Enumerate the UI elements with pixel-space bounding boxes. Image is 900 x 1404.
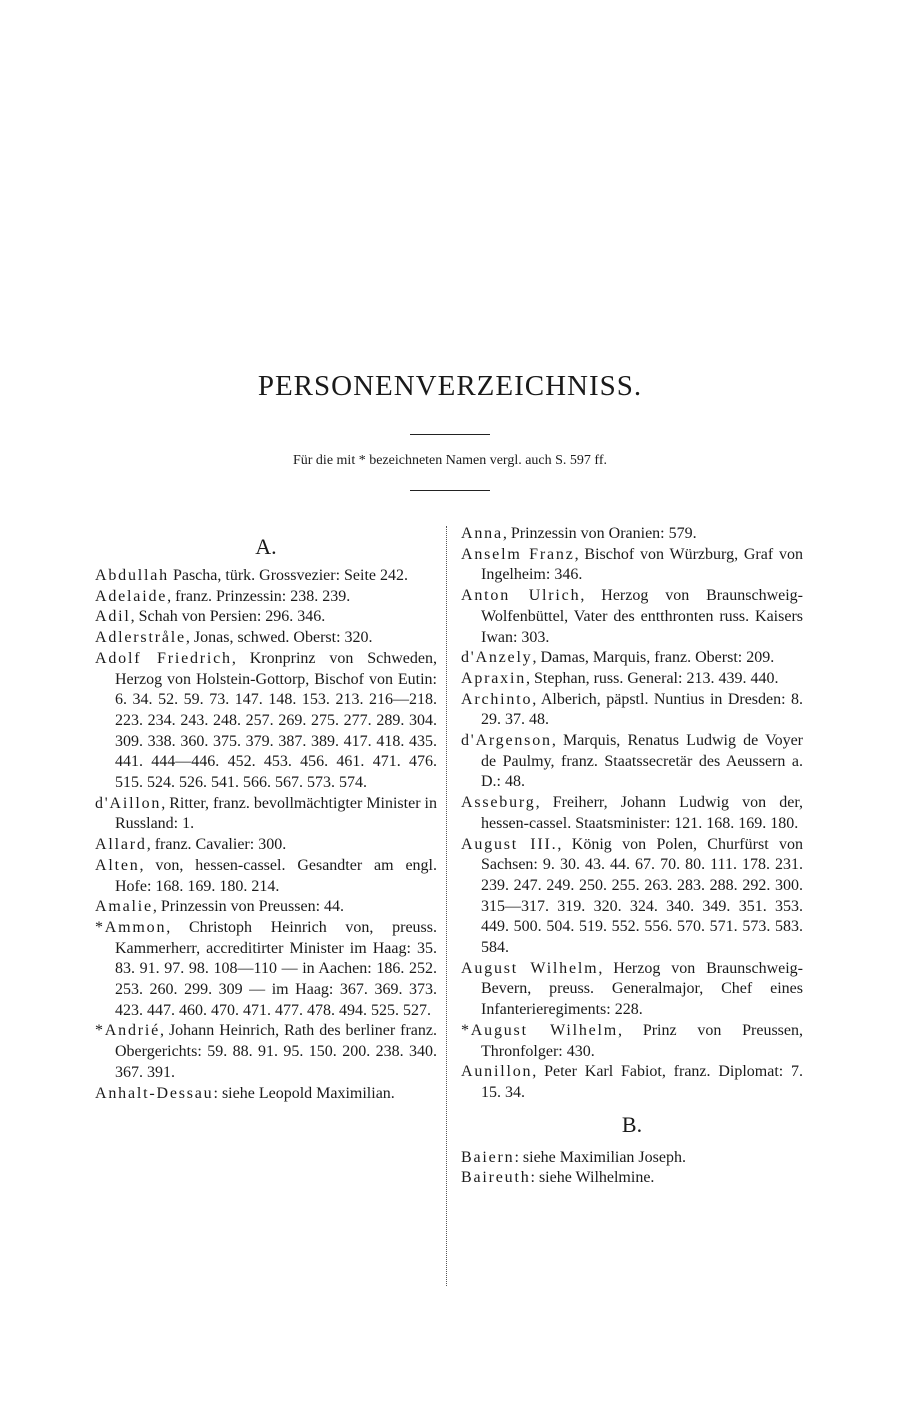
index-entry bbox=[461, 1148, 803, 1169]
entry-text: , Schah von Persien: 296. 346. bbox=[130, 608, 326, 626]
left-column bbox=[95, 530, 437, 1104]
index-entry bbox=[95, 566, 437, 587]
index-entry bbox=[95, 1021, 437, 1083]
column-divider bbox=[446, 526, 447, 1286]
entry-text: , Freiherr, Johann Ludwig von der, hessen-cassel. Staatsminister: 121. 168. 169. 180. bbox=[481, 794, 803, 832]
index-entry bbox=[95, 856, 437, 897]
entry-name: Anselm Franz bbox=[461, 545, 575, 563]
entry-text: , Prinzessin von Oranien: 579. bbox=[502, 525, 697, 542]
index-entry bbox=[461, 524, 803, 545]
index-entry bbox=[461, 1062, 803, 1103]
entry-text: : siehe Wilhelmine. bbox=[530, 1169, 655, 1187]
entry-name: Alten bbox=[95, 856, 140, 874]
entry-text: , Kronprinz von Schweden, Herzog von Holstein-Gottorp, Bischof von Eutin: 6. 34. 52. 59. 73. 147. 148. 153. 213. 216—218. 223. 234. 243. 248. 257. 269. 275. 277. 289. 304. 309. 338. 360. 375. 379. 387. 389. 417. 418. 435. 441. 444—446. 452. 453. 456. 461. 471. 476. 515. 524. 526. 541. 566. 567. 573. 574. bbox=[115, 649, 437, 792]
entry-name: Allard bbox=[95, 836, 147, 854]
entry-text: Pascha, türk. Grossvezier: Seite 242. bbox=[168, 567, 409, 584]
entry-name: Amalie bbox=[95, 898, 153, 916]
entry-name: Adil bbox=[95, 608, 131, 626]
index-entry bbox=[461, 545, 803, 586]
entry-text: , Herzog von Braunschweig-Bevern, preuss. Generalmajor, Chef eines Infanterieregiments: 228. bbox=[481, 959, 803, 1019]
section-letter-b: B. bbox=[621, 1111, 643, 1137]
title-rule-top bbox=[410, 434, 490, 435]
right-entry-list-b bbox=[461, 1148, 803, 1189]
index-entry bbox=[461, 835, 803, 959]
entry-text: , Stephan, russ. General: 213. 439. 440. bbox=[526, 669, 779, 687]
index-entry bbox=[95, 794, 437, 835]
entry-name: Baiern bbox=[461, 1148, 515, 1166]
entry-name: Baireuth bbox=[461, 1169, 531, 1187]
index-entry bbox=[95, 607, 437, 628]
index-entry bbox=[95, 1084, 437, 1105]
entry-name: Anton Ulrich bbox=[461, 587, 581, 605]
right-column bbox=[461, 524, 803, 1189]
entry-text: , Prinz von Preussen, Thronfolger: 430. bbox=[481, 1021, 803, 1060]
entry-text: , Johann Heinrich, Rath des berliner franz. Obergerichts: 59. 88. 91. 95. 150. 200. 238. 340. 367. 391. bbox=[115, 1022, 437, 1081]
entry-name: *Andrié bbox=[95, 1022, 161, 1040]
entry-name: *August Wilhelm bbox=[461, 1021, 619, 1039]
entry-text: , Ritter, franz. bevollmächtigter Minister in Russland: 1. bbox=[115, 794, 437, 833]
entry-text: , Christoph Heinrich von, preuss. Kammerherr, accreditirter Minister im Haag: 35. 83. 91. 97. 98. 108—110 — in Aachen: 186. 252. 253. 260. 299. 309 — im Haag: 367. 369. 373. 423. 447. 460. 470. 471. 477. 478. 494. 525. 527. bbox=[115, 918, 437, 1019]
index-entry bbox=[461, 669, 803, 690]
section-letter-a: A. bbox=[255, 534, 277, 559]
title-rule-bottom bbox=[410, 490, 490, 491]
left-entry-list bbox=[95, 566, 437, 1104]
entry-name: August Wilhelm bbox=[461, 959, 599, 977]
entry-text: , Herzog von Braunschweig-Wolfenbüttel, Vater des entthronten russ. Kaisers Iwan: 303. bbox=[481, 587, 803, 646]
right-entry-list-a bbox=[461, 524, 803, 1104]
entry-text: , Jonas, schwed. Oberst: 320. bbox=[185, 629, 373, 647]
index-entry bbox=[461, 1021, 803, 1062]
entry-text: , König von Polen, Churfürst von Sachsen: 9. 30. 43. 44. 67. 70. 80. 111. 178. 231. 239. 247. 249. 250. 255. 263. 283. 288. 292. 300. 315—317. 319. 320. 324. 340. 349. 351. 353. 449. 500. 504. 519. 552. 556. 570. 571. 573. 583. 584. bbox=[481, 835, 803, 957]
index-entry bbox=[461, 1168, 803, 1189]
entry-text: : siehe Leopold Maximilian. bbox=[213, 1084, 395, 1102]
entry-name: Adelaide bbox=[95, 587, 168, 605]
entry-name: Adolf Friedrich bbox=[95, 649, 232, 667]
entry-name: Abdullah bbox=[95, 567, 169, 584]
entry-name: d'Aillon bbox=[95, 794, 162, 812]
entry-name: Apraxin bbox=[461, 669, 527, 687]
index-entry bbox=[95, 628, 437, 649]
entry-name: Asseburg bbox=[461, 794, 536, 812]
entry-name: d'Anzely bbox=[461, 649, 533, 667]
entry-name: *Ammon bbox=[95, 918, 167, 936]
entry-text: , Alberich, päpstl. Nuntius in Dresden: 8. 29. 37. 48. bbox=[481, 690, 803, 729]
entry-text: , franz. Prinzessin: 238. 239. bbox=[167, 587, 351, 605]
index-entry bbox=[95, 897, 437, 918]
entry-name: August III. bbox=[461, 835, 558, 853]
index-entry bbox=[461, 690, 803, 731]
index-entry bbox=[95, 835, 437, 856]
entry-name: Anna bbox=[461, 525, 503, 542]
entry-text: , Damas, Marquis, franz. Oberst: 209. bbox=[532, 649, 775, 667]
entry-name: Adlerstråle bbox=[95, 629, 186, 647]
entry-text: , Bischof von Würzburg, Graf von Ingelheim: 346. bbox=[481, 545, 803, 584]
index-entry bbox=[461, 959, 803, 1021]
asterisk-note: Für die mit * bezeichneten Namen vergl. auch S. 597 ff. bbox=[292, 453, 607, 468]
entry-text: , Prinzessin von Preussen: 44. bbox=[152, 898, 345, 916]
page-title: PERSONENVERZEICHNISS. bbox=[257, 370, 643, 402]
index-entry bbox=[461, 793, 803, 834]
index-entry bbox=[461, 586, 803, 648]
entry-text: , von, hessen-cassel. Gesandter am engl. Hofe: 168. 169. 180. 214. bbox=[115, 856, 437, 895]
index-entry bbox=[95, 918, 437, 1022]
index-entry bbox=[461, 648, 803, 669]
entry-name: Aunillon bbox=[461, 1063, 533, 1081]
entry-text: : siehe Maximilian Joseph. bbox=[514, 1148, 686, 1166]
entry-text: , franz. Cavalier: 300. bbox=[146, 836, 287, 854]
entry-name: Archinto bbox=[461, 690, 533, 708]
index-entry bbox=[95, 649, 437, 794]
entry-name: Anhalt-Dessau bbox=[95, 1084, 214, 1102]
index-entry bbox=[95, 587, 437, 608]
entry-text: , Marquis, Renatus Ludwig de Voyer de Paulmy, franz. Staatssecretär des Aeussern a. D.: 48. bbox=[481, 732, 803, 791]
index-entry bbox=[461, 731, 803, 793]
entry-name: d'Argenson bbox=[461, 732, 552, 750]
entry-text: , Peter Karl Fabiot, franz. Diplomat: 7. 15. 34. bbox=[481, 1063, 803, 1101]
